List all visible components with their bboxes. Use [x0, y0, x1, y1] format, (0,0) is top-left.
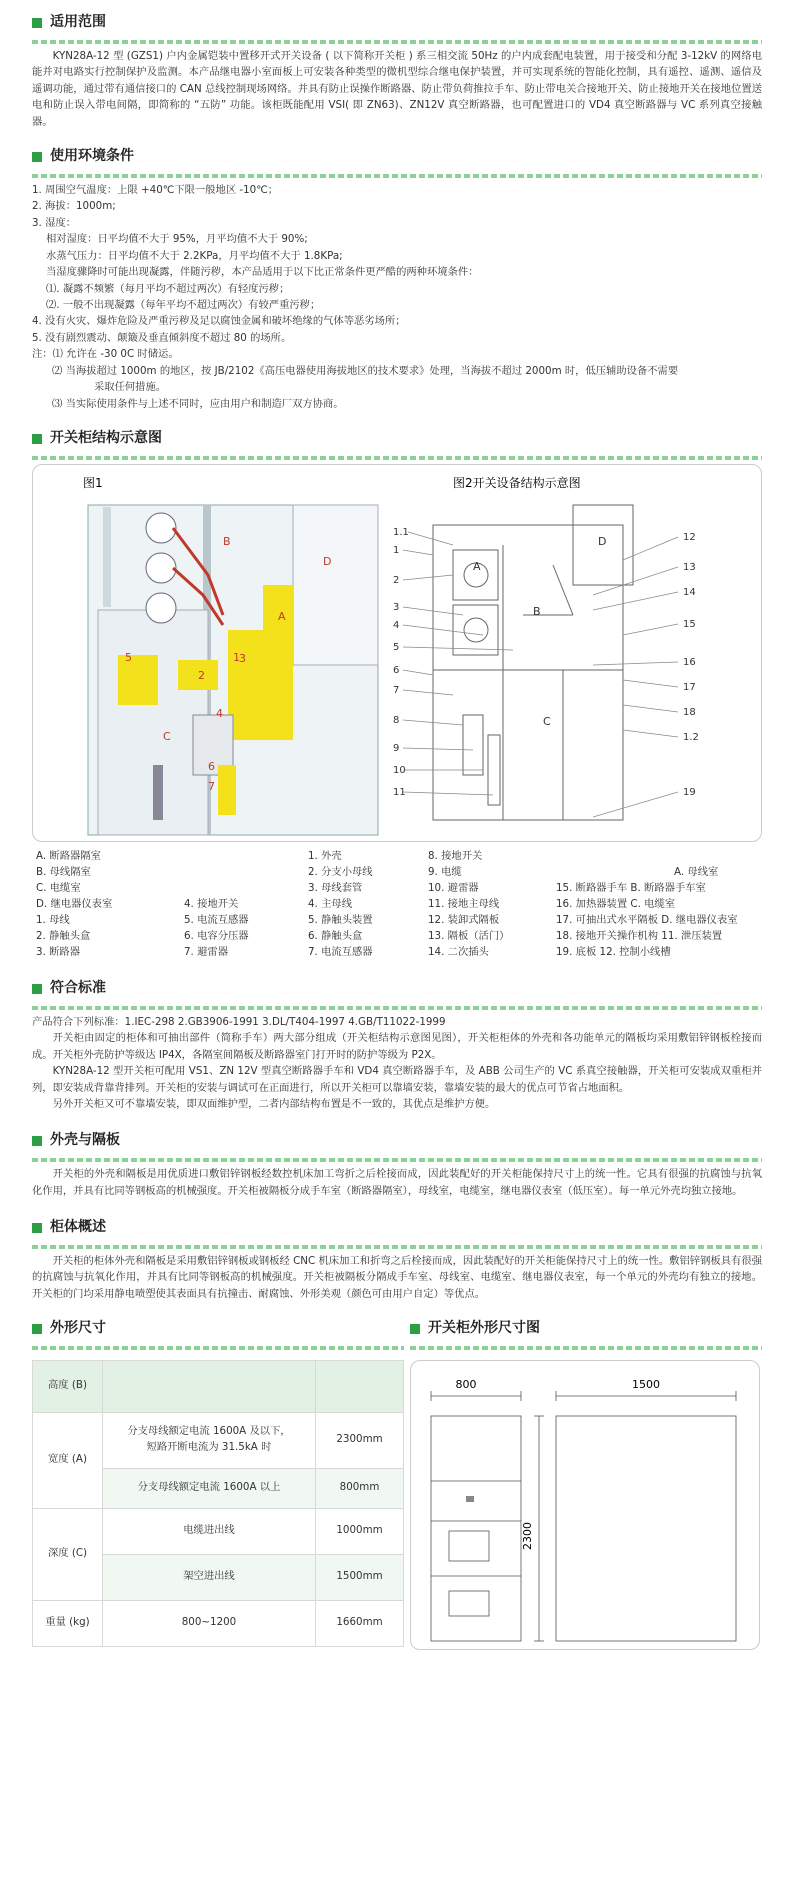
legend-item: C. 电缆室 [36, 881, 81, 894]
legend-item: 11. 接地主母线 [428, 897, 500, 910]
fig2-letter-c: C [543, 714, 551, 728]
section-title: 符合标准 [50, 979, 106, 996]
legend-item: 1. 母线 [36, 913, 70, 926]
dashed-divider [32, 1346, 404, 1350]
dashed-divider [32, 174, 762, 178]
fig2-callout: 1.2 [683, 731, 699, 743]
square-bullet-icon [410, 1324, 420, 1334]
section-title: 柜体概述 [50, 1219, 106, 1236]
overview-paragraph: 开关柜的柜体外壳和隔板是采用敷铝锌钢板或钢板经 CNC 机床加工和折弯之后栓接而成，因此装配好的开关柜能保持尺寸上的统一性。敷铝锌钢板具有很强的抗腐蚀与抗氧化作用，并具有比同等钢板高的机械强度。开关柜被隔板分隔成手车室、母线室、电缆室、继电器仪表室，每一个单元的外壳均有独立的接地。开关柜的门均采用静电喷塑使其表面具有抗撞击、耐腐蚀、外形美观（颜色可由用户自定）等优点。 [32, 1254, 762, 1300]
legend-item: 14. 二次插头 [428, 945, 489, 958]
table-row [33, 1508, 404, 1554]
section-title: 使用环境条件 [50, 148, 134, 165]
dashed-divider [32, 1006, 762, 1010]
fig2-callout: 8 [393, 714, 400, 726]
standards-text [32, 1014, 762, 1113]
legend-item: 2. 分支小母线 [308, 865, 373, 878]
fig2-letter-b: B [533, 604, 541, 618]
fig2-leader-lines [403, 532, 678, 817]
table-cell: 重量 (kg) [33, 1600, 103, 1646]
env-line: 2. 海拔：1000m; [32, 200, 116, 213]
env-note: 采取任何措施。 [94, 381, 167, 394]
legend-item: 6. 静触头盒 [308, 929, 363, 942]
fig1-letter-d: D [323, 554, 332, 568]
section-title: 外壳与隔板 [50, 1132, 120, 1149]
table-cell: 高度 (B) [33, 1360, 103, 1412]
dim-depth-label: 1500 [632, 1377, 660, 1391]
table-cell: 1000mm [316, 1508, 404, 1554]
section-header-overview [32, 1217, 762, 1239]
legend-item: 13. 隔板（活门） [428, 929, 510, 942]
legend-item [184, 848, 308, 864]
table-cell: 1500mm [316, 1554, 404, 1600]
fig2-callout: 13 [683, 561, 696, 573]
env-line: 5. 没有剧烈震动、颠簸及垂直倾斜度不超过 80 的场所。 [32, 331, 292, 344]
outline-figure-svg [411, 1361, 761, 1651]
standards-paragraph: KYN28A-12 型开关柜可配用 VS1、ZN 12V 型真空断路器手车和 VD4 真空断路器手车，及 ABB 公司生产的 VC 系真空接触器，开关柜可安装成双重柜并列，即安装成背靠背排列。开关柜的安装与调试可在正面进行，所以开关柜可以靠墙安装，靠墙安装的最大的优点可节省占地面积。 [32, 1065, 762, 1094]
fig2-letter-a: A [473, 559, 481, 573]
dashed-divider [32, 456, 762, 460]
fig2-label: 图2开关设备结构示意图 [453, 475, 581, 490]
env-line: 相对湿度：日平均值不大于 95%，月平均值不大于 90%; [46, 233, 308, 246]
fig2-callout: 5 [393, 641, 400, 653]
outline-figure-col [410, 1318, 762, 1650]
section-header-structure [32, 428, 762, 450]
page [0, 12, 800, 1896]
structure-diagram-box [32, 464, 762, 842]
fig1-num-5: 5 [125, 650, 132, 664]
fig2-callout: 10 [393, 764, 406, 776]
standards-line: 产品符合下列标准：1.IEC-298 2.GB3906-1991 3.DL/T404-1997 4.GB/T11022-1999 [32, 1015, 446, 1028]
dimension-row [32, 1318, 762, 1650]
fig2-callout: 2 [393, 574, 400, 586]
section-title: 开关柜结构示意图 [50, 430, 162, 447]
table-cell: 深度 (C) [33, 1508, 103, 1600]
legend-item: 5. 静触头装置 [308, 913, 373, 926]
section-header-outline [410, 1318, 762, 1340]
table-cell [103, 1360, 316, 1412]
fig2-letter-d: D [598, 534, 607, 548]
scope-paragraph: KYN28A-12 型 (GZS1) 户内金属铠装中置移开式开关设备 ( 以下简称开关柜 ) 系三相交流 50Hz 的户内成套配电装置，用于接受和分配 3-12kV 的网络电能并对电路实行控制保护及监测。本产品继电器小室面板上可安装各种类型的微机型综合继电保护装置，并可实现系统的智能化控制，具有遥控、遥测、遥信及遥调功能，通过带有通信接口的 CAN 总线控制现场网络。并具有防止误操作断路器、防止带负荷推拉手车、防止带电关合接地开关、防止接地开关在接地位置送电和防止误入带电间隔，即简称的 “五防” 功能。该柜既能配用 VSI( 即 ZN63)、ZN12V 真空断路器，也可配置进口的 VD4 真空断路器与 VC 系列真空接触器。 [32, 49, 762, 128]
structure-diagrams-svg [33, 465, 761, 841]
square-bullet-icon [32, 1223, 42, 1233]
legend-item: 16. 加热器装置 C. 电缆室 [556, 897, 676, 910]
fig2-callout: 15 [683, 618, 696, 630]
square-bullet-icon [32, 984, 42, 994]
legend-item: 19. 底板 12. 控制小线槽 [556, 945, 671, 958]
fig2-callout: 1.1 [393, 526, 409, 538]
fig2-left-callouts [393, 527, 409, 798]
dashed-divider [410, 1346, 762, 1350]
dashed-divider [32, 1158, 762, 1162]
legend-item [556, 848, 676, 864]
fig2-callout: 19 [683, 786, 696, 798]
table-cell: 1660mm [316, 1600, 404, 1646]
env-line: ⑴. 凝露不频繁（每月平均不超过两次）有轻度污秽； [46, 282, 290, 295]
table-row [33, 1600, 404, 1646]
structure-legend [32, 848, 762, 960]
legend-item: 9. 电缆 [428, 865, 462, 878]
legend-item: A. 断路器隔室 [36, 849, 101, 862]
legend-item: 7. 避雷器 [184, 945, 228, 958]
fig2-callout: 7 [393, 684, 400, 696]
square-bullet-icon [32, 1136, 42, 1146]
legend-item: 6. 电容分压器 [184, 929, 249, 942]
standards-paragraph: 开关柜由固定的柜体和可抽出部件（简称手车）两大部分组成（开关柜结构示意图见图），开关柜柜体的外壳和各功能单元的隔板均采用敷铝锌钢板栓接而成。开关柜外壳防护等级达 IP4X，各隔室间隔板及断路器室门打开时的防护等级为 P2X。 [32, 1032, 762, 1061]
outline-drawing [431, 1391, 736, 1641]
fig1-letter-a: A [278, 609, 286, 623]
fig2-right-callouts [683, 532, 699, 798]
dashed-divider [32, 40, 762, 44]
section-header-scope [32, 12, 762, 34]
fig1-num-3: 3 [239, 651, 246, 665]
table-row [33, 1412, 404, 1468]
legend-item: 8. 接地开关 [428, 849, 483, 862]
fig2-callout: 14 [683, 586, 696, 598]
fig1-num-7: 7 [208, 779, 215, 793]
legend-item: 3. 母线套管 [308, 881, 363, 894]
env-line: 1. 周围空气温度：上限 +40℃下限一般地区 -10℃； [32, 183, 279, 196]
section-header-standards [32, 978, 762, 1000]
table-cell: 宽度 (A) [33, 1412, 103, 1508]
section-title: 适用范围 [50, 14, 106, 30]
dimension-table-col [32, 1318, 404, 1650]
square-bullet-icon [32, 434, 42, 444]
table-cell: 电缆进出线 [103, 1508, 316, 1554]
fig2-callout: 6 [393, 664, 400, 676]
section-header-env [32, 146, 762, 168]
section-header-enclosure [32, 1130, 762, 1152]
dashed-divider [32, 1245, 762, 1249]
table-cell: 800~1200 [103, 1600, 316, 1646]
fig1-letter-b: B [223, 534, 231, 548]
fig1-num-2: 2 [198, 668, 205, 682]
legend-item: A. 母线室 [674, 865, 719, 878]
square-bullet-icon [32, 152, 42, 162]
fig2-callout: 16 [683, 656, 696, 668]
enclosure-paragraph: 开关柜的外壳和隔板是用优质进口敷铝锌钢板经数控机床加工弯折之后栓接而成，因此装配好的开关柜能保持尺寸上的统一性。它具有很强的抗腐蚀与抗氧化作用，并具有比同等钢板高的机械强度。开关柜被隔板分成手车室（断路器隔室），母线室，电缆室，继电器仪表室（低压室）。每一单元外壳均独立接地。 [32, 1168, 762, 1197]
legend-item: 4. 接地开关 [184, 897, 239, 910]
fig1-cabinet [88, 505, 378, 835]
legend-item: 17. 可抽出式水平隔板 D. 继电器仪表室 [556, 913, 738, 926]
fig1-num-1: 1 [233, 650, 240, 664]
table-cell: 架空进出线 [103, 1554, 316, 1600]
legend-item: 4. 主母线 [308, 897, 352, 910]
table-cell [316, 1360, 404, 1412]
outline-figure-box [410, 1360, 760, 1650]
table-cell: 2300mm [316, 1412, 404, 1468]
table-row [33, 1360, 404, 1412]
dim-width-label: 800 [455, 1377, 477, 1391]
fig2-callout: 11 [393, 786, 406, 798]
env-line: 水蒸气压力：日平均值不大于 2.2KPa，月平均值不大于 1.8KPa; [46, 249, 343, 262]
legend-item: 7. 电流互感器 [308, 945, 373, 958]
section-title: 外形尺寸 [50, 1320, 106, 1337]
table-cell: 分支母线额定电流 1600A 及以下， 短路开断电流为 31.5kA 时 [103, 1412, 316, 1468]
dim-height-label: 2300 [521, 1521, 534, 1550]
legend-item: D. 继电器仪表室 [36, 897, 113, 910]
table-cell: 800mm [316, 1468, 404, 1508]
fig2-callout: 1 [393, 544, 400, 556]
legend-item [184, 864, 308, 880]
env-line: 3. 湿度： [32, 216, 76, 229]
section-title: 开关柜外形尺寸图 [428, 1320, 540, 1337]
env-line: ⑵. 一般不出现凝露（每年平均不超过两次）有较严重污秽； [46, 299, 321, 311]
env-line: 当湿度骤降时可能出现凝露，伴随污秽，本产品适用于以下比正常条件更严酷的两种环境条件： [46, 266, 479, 279]
legend-item: 1. 外壳 [308, 849, 342, 862]
fig2-callout: 18 [683, 706, 696, 718]
fig2-callout: 4 [393, 619, 400, 631]
legend-item: 15. 断路器手车 B. 断路器手车室 [556, 881, 706, 894]
legend-item: 12. 装卸式隔板 [428, 913, 500, 926]
section-header-dims [32, 1318, 404, 1340]
fig1-num-6: 6 [208, 759, 215, 773]
fig1-label: 图1 [83, 475, 103, 490]
fig1-letter-c: C [163, 729, 171, 743]
legend-item: 5. 电流互感器 [184, 913, 249, 926]
fig2-callout: 3 [393, 601, 400, 613]
env-line: 4. 没有火灾、爆炸危险及严重污秽及足以腐蚀金属和破坏绝缘的气体等恶劣场所； [32, 315, 406, 328]
legend-item: 2. 静触头盒 [36, 929, 91, 942]
square-bullet-icon [32, 18, 42, 28]
standards-paragraph: 另外开关柜又可不靠墙安装，即双面维护型，二者内部结构布置是不一致的，其优点是维护方便。 [52, 1098, 496, 1110]
fig2-callout: 9 [393, 742, 400, 754]
env-note: ⑶ 当实际使用条件与上述不同时，应由用户和制造厂双方协商。 [52, 397, 344, 410]
table-cell: 分支母线额定电流 1600A 以上 [103, 1468, 316, 1508]
fig2-callout: 12 [683, 531, 696, 543]
fig1-num-4: 4 [216, 706, 223, 720]
env-list [32, 182, 762, 413]
legend-item: 10. 避雷器 [428, 881, 479, 894]
square-bullet-icon [32, 1324, 42, 1334]
env-note: ⑵ 当海拔超过 1000m 的地区，按 JB/2102《高压电器使用海拔地区的技术要求》处理，当海拔不超过 2000m 时，低压辅助设备不需要 [52, 364, 679, 377]
legend-item: B. 母线隔室 [36, 865, 91, 878]
fig2-cabinet [433, 505, 633, 820]
fig2-callout: 17 [683, 681, 696, 693]
panel-indicator [466, 1496, 474, 1502]
env-note: 注：⑴ 允许在 -30 0C 时储运。 [32, 348, 179, 361]
legend-item: 3. 断路器 [36, 945, 80, 958]
dimension-table [32, 1360, 404, 1647]
legend-item: 18. 接地开关操作机构 11. 泄压装置 [556, 929, 723, 942]
legend-item [184, 880, 308, 896]
